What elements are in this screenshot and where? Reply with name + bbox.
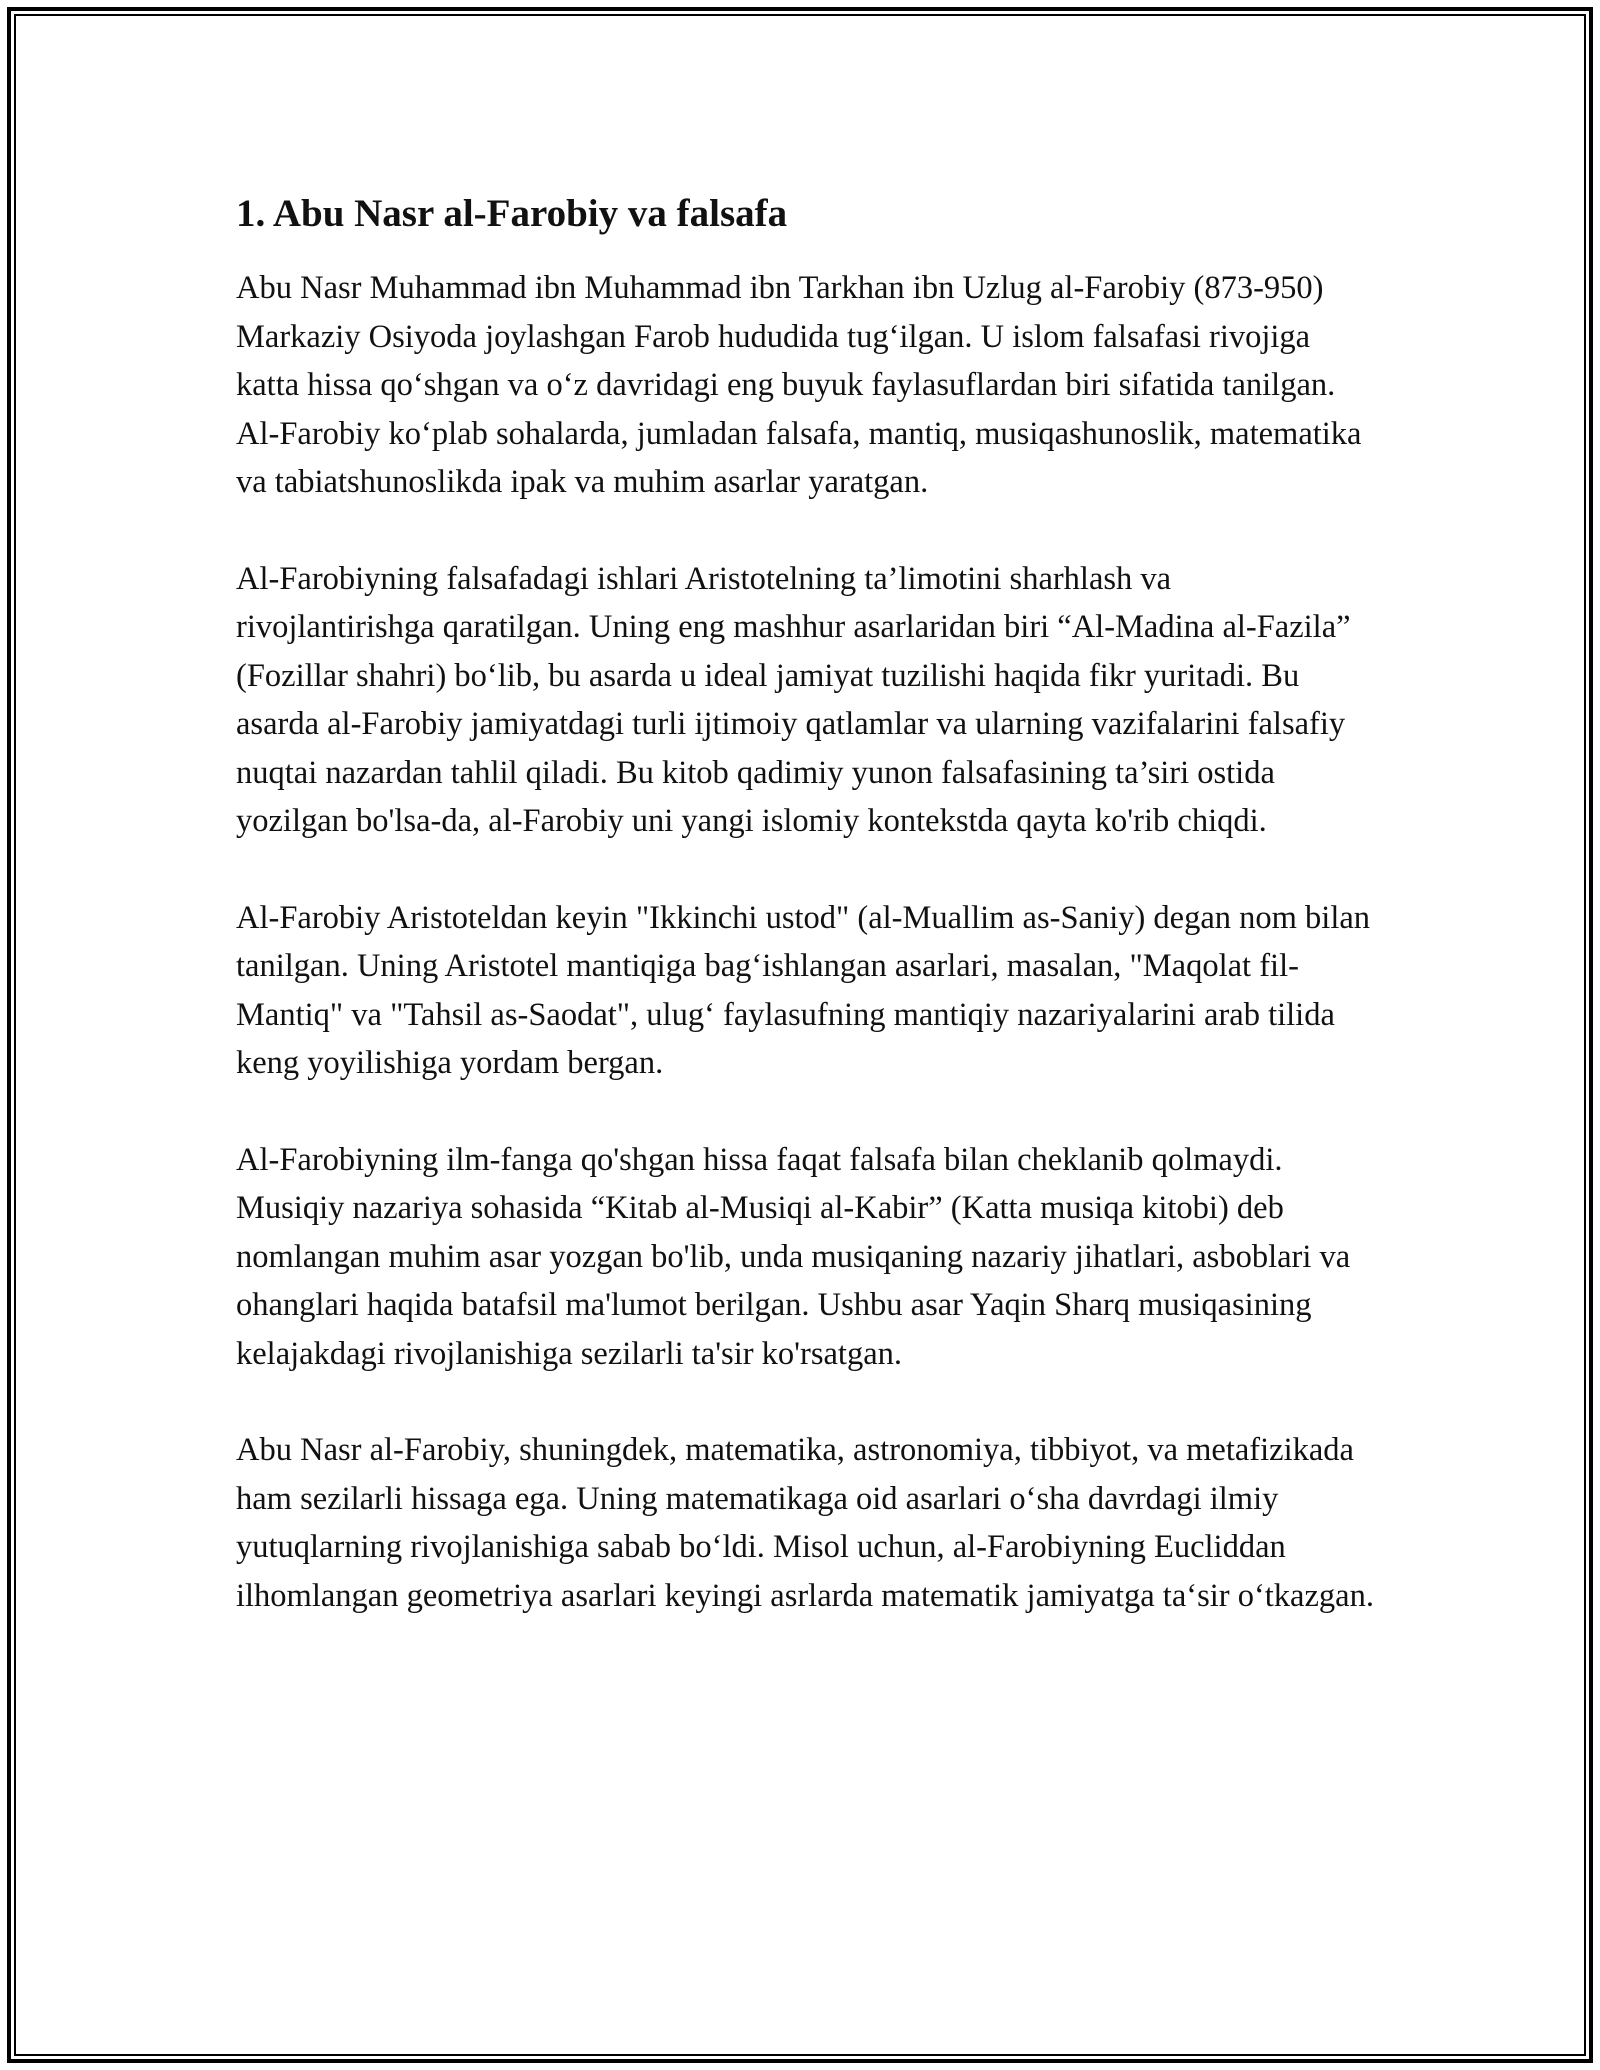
paragraph-5: Abu Nasr al-Farobiy, shuningdek, matematika, astronomiya, tibbiyot, va metafizikada ham sezilarli hissaga ega. Uning matematikaga oid asarlari o‘sha davrdagi ilmiy yutuqlarning rivojlanishiga sabab bo‘ldi. Misol uchun, al-Farobiyning Eucliddan ilhomlangan geometriya asarlari keyingi asrlarda matematik jamiyatga ta‘sir o‘tkazgan. bbox=[236, 1432, 1374, 1614]
paragraph-4: Al-Farobiyning ilm-fanga qo'shgan hissa faqat falsafa bilan cheklanib qolmaydi. Musiqiy nazariya sohasida “Kitab al-Musiqi al-Kabir” (Katta musiqa kitobi) deb nomlangan muhim asar yozgan bo'lib, unda musiqaning nazariy jihatlari, asboblari va ohanglari haqida batafsil ma'lumot berilgan. Ushbu asar Yaqin Sharq musiqasining kelajakdagi rivojlanishiga sezilarli ta'sir ko'rsatgan. bbox=[236, 1141, 1351, 1372]
paragraph-1: Abu Nasr Muhammad ibn Muhammad ibn Tarkhan ibn Uzlug al-Farobiy (873-950) Markaziy Osiyoda joylashgan Farob hududida tug‘ilgan. U islom falsafasi rivojiga katta hissa qo‘shgan va o‘z davridagi eng buyuk faylasuflardan biri sifatida tanilgan. Al-Farobiy ko‘plab sohalarda, jumladan falsafa, mantiq, musiqashunoslik, matematika va tabiatshunoslikda ipak va muhim asarlar yaratgan. bbox=[236, 270, 1362, 500]
paragraph-2: Al-Farobiyning falsafadagi ishlari Aristotelning ta’limotini sharhlash va rivojlantirishga qaratilgan. Uning eng mashhur asarlaridan biri “Al-Madina al-Fazila” (Fozillar shahri) bo‘lib, bu asarda u ideal jamiyat tuzilishi haqida fikr yuritadi. Bu asarda al-Farobiy jamiyatdagi turli ijtimoiy qatlamlar va ularning vazifalarini falsafiy nuqtai nazardan tahlil qiladi. Bu kitob qadimiy yunon falsafasining ta’siri ostida yozilgan bo'lsa-da, al-Farobiy uni yangi islomiy kontekstda qayta ko'rib chiqdi. bbox=[236, 560, 1351, 839]
document-body bbox=[236, 186, 1376, 1620]
paragraph-3: Al-Farobiy Aristoteldan keyin "Ikkinchi ustod" (al-Muallim as-Saniy) degan nom bilan tanilgan. Uning Aristotel mantiqiga bag‘ishlangan asarlari, masalan, "Maqolat fil-Mantiq" va "Tahsil as-Saodat", ulug‘ faylasufning mantiqiy nazariyalarini arab tilida keng yoyilishiga yordam bergan. bbox=[236, 899, 1371, 1081]
section-heading: 1. Abu Nasr al-Farobiy va falsafa bbox=[236, 192, 788, 235]
